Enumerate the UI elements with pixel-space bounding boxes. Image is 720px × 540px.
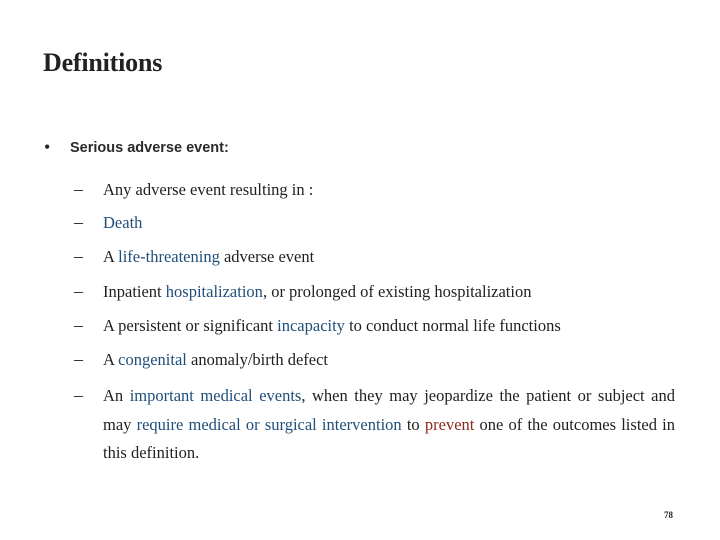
highlighted-term: Death	[103, 213, 143, 232]
list-item-1	[103, 213, 675, 233]
list-item-3	[103, 282, 675, 302]
highlighted-term: hospitalization	[165, 282, 263, 301]
dash-marker: –	[74, 385, 83, 405]
dash-marker: –	[74, 281, 83, 301]
item-text: Any adverse event resulting in :	[103, 180, 314, 199]
item-text: one of the outcomes listed in this definition.	[103, 414, 675, 462]
dash-marker: –	[74, 315, 83, 335]
bullet-marker: •	[44, 137, 51, 157]
item-text: A	[103, 247, 119, 266]
highlighted-term: incapacity	[277, 316, 345, 335]
dash-marker: –	[74, 212, 83, 232]
dash-marker: –	[74, 349, 83, 369]
item-text: adverse event	[219, 247, 315, 266]
item-text: , or prolonged of existing hospitalization	[262, 282, 532, 301]
item-text: to conduct normal life functions	[344, 316, 561, 335]
dash-marker: –	[74, 246, 83, 266]
highlighted-term: prevent	[424, 414, 475, 434]
highlighted-term: life-threatening	[118, 247, 220, 266]
highlighted-term: important medical events	[129, 386, 302, 405]
list-item-6	[103, 382, 675, 468]
page-number: 78	[664, 510, 673, 520]
dash-marker: –	[74, 179, 83, 199]
highlighted-term: congenital	[118, 350, 187, 369]
item-text: anomaly/birth defect	[186, 350, 328, 369]
item-text: A	[103, 350, 119, 369]
item-text: A persistent or significant	[103, 316, 278, 335]
list-item-0	[103, 180, 675, 200]
page-title: Definitions	[43, 48, 163, 77]
highlighted-term: require medical or surgical intervention	[136, 414, 402, 434]
item-text: , when they may jeopardize the patient or subject and may	[103, 386, 676, 434]
item-text: Inpatient	[103, 282, 166, 301]
list-item-5	[103, 350, 675, 370]
list-item-4	[103, 316, 675, 336]
item-text: to	[401, 414, 425, 434]
item-text: An	[103, 386, 130, 405]
definition-heading: Serious adverse event:	[70, 140, 229, 156]
list-item-2	[103, 247, 675, 267]
